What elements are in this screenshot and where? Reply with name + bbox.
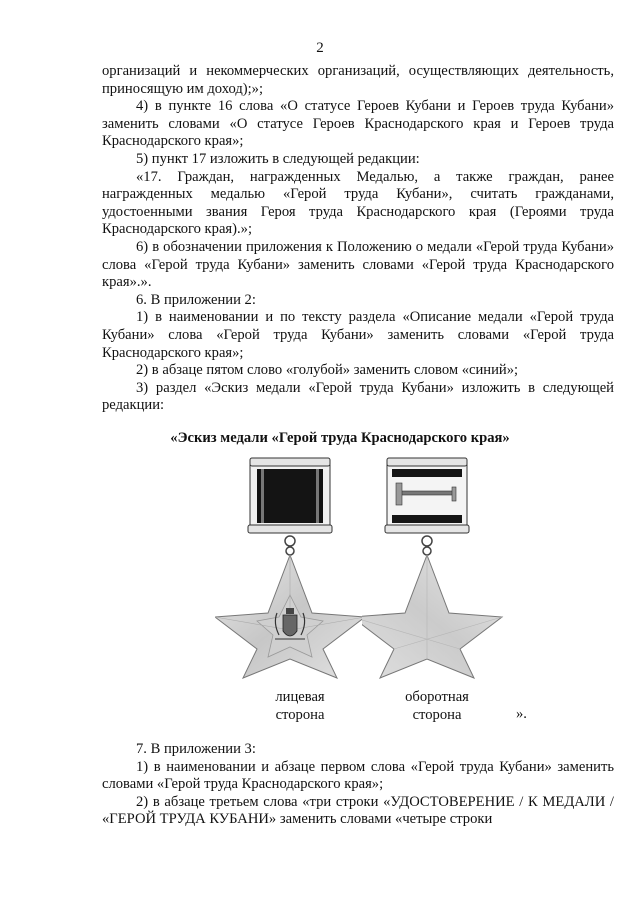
- front-caption-line1: лицевая: [275, 689, 325, 705]
- paragraph: организаций и некоммерческих организаций, осуществляющих деятельность, приносящую им доход);»;: [102, 63, 614, 97]
- paragraph: 6. В приложении 2:: [136, 291, 256, 308]
- closing-quote: ».: [516, 706, 527, 722]
- back-caption-line1: оборотная: [405, 689, 469, 705]
- medal-back-image: [362, 455, 522, 680]
- body-text-top: [102, 63, 614, 415]
- paragraph: 1) в наименовании и абзаце первом слова «Герой труда Кубани» заменить словами «Герой труда Краснодарского края»;: [102, 758, 614, 793]
- paragraph: «17. Граждан, награжденных Медалью, а также граждан, ранее награжденных медалью «Герой труда Кубани», считать гражданами, удостоенными звания Героя труда Краснодарского края (Героями труда Краснодарского края).»;: [102, 168, 614, 238]
- page-number: 2: [316, 40, 324, 56]
- paragraph: 2) в абзаце третьем слова «три строки «УДОСТОВЕРЕНИЕ / К МЕДАЛИ / «ГЕРОЙ ТРУДА КУБАНИ» заменить словами «четыре строки: [102, 793, 614, 828]
- body-text-bottom: [102, 741, 614, 829]
- front-caption-line2: сторона: [275, 707, 325, 723]
- sketch-title: «Эскиз медали «Герой труда Краснодарского края»: [170, 430, 510, 446]
- paragraph: 5) пункт 17 изложить в следующей редакции:: [136, 150, 420, 167]
- paragraph: 6) в обозначении приложения к Положению о медали «Герой труда Кубани» слова «Герой труда Кубани» заменить словами «Герой труда Краснодарского края».».: [102, 238, 614, 291]
- back-caption: [387, 688, 487, 724]
- paragraph: 1) в наименовании и по тексту раздела «Описание медали «Герой труда Кубани» слова «Герой труда Кубани» заменить словами «Герой труда Краснодарского края»;: [102, 309, 614, 361]
- front-caption: [255, 688, 345, 724]
- paragraph: 7. В приложении 3:: [136, 741, 256, 757]
- paragraph: 3) раздел «Эскиз медали «Герой труда Кубани» изложить в следующей редакции:: [102, 379, 614, 414]
- back-caption-line2: сторона: [412, 707, 462, 723]
- paragraph: 4) в пункте 16 слова «О статусе Героев Кубани и Героев труда Кубани» заменить словами «О статусе Героев Краснодарского края и Героев труда Краснодарского края»;: [102, 98, 614, 150]
- medal-front-image: [215, 455, 375, 680]
- paragraph: 2) в абзаце пятом слово «голубой» заменить словом «синий»;: [136, 362, 519, 379]
